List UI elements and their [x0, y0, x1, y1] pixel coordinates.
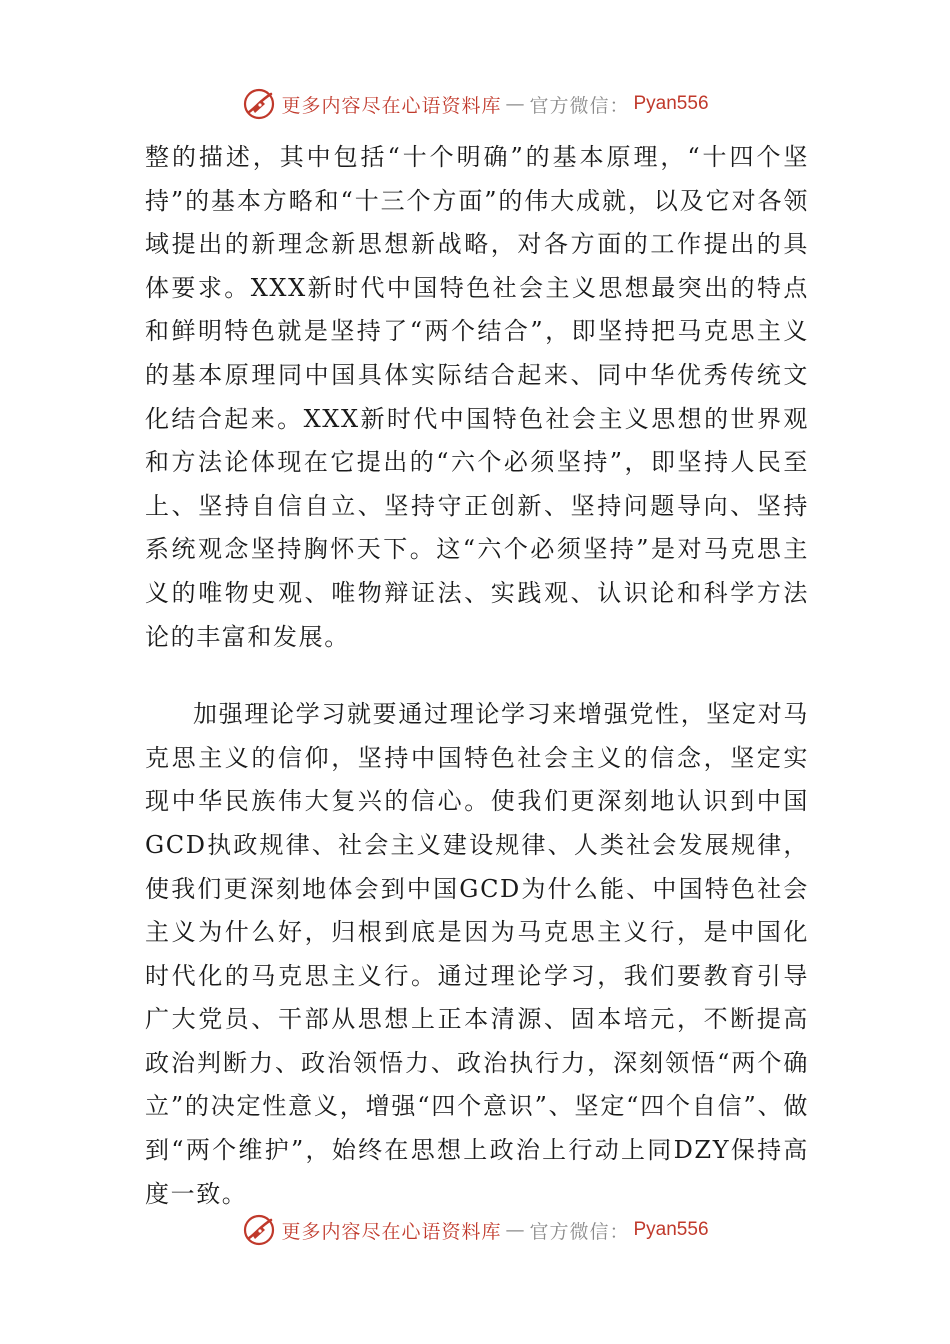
footer-banner [0, 1210, 950, 1250]
banner-wechat-label: 官方微信： [529, 94, 630, 117]
banner-wechat-id: Pyan556 [633, 1219, 709, 1240]
banner-wechat-label: 官方微信： [529, 1220, 630, 1243]
pen-nib-circle-icon [241, 86, 277, 122]
banner-lead-text: 更多内容尽在心语资料库 [281, 94, 502, 117]
banner-dash: — [505, 93, 526, 115]
banner-dash: — [505, 1219, 526, 1241]
document-body [145, 136, 809, 1216]
pen-nib-circle-icon [241, 1212, 277, 1248]
header-banner [0, 84, 950, 124]
banner-wechat-id: Pyan556 [633, 93, 709, 114]
banner-lead-text: 更多内容尽在心语资料库 [281, 1220, 502, 1243]
body-paragraph-2: 加强理论学习就要通过理论学习来增强党性，坚定对马克思主义的信仰，坚持中国特色社会主义的信念，坚定实现中华民族伟大复兴的信心。使我们更深刻地认识到中国GCD执政规律、社会主义建设规律、人类社会发展规律，使我们更深刻地体会到中国GCD为什么能、中国特色社会主义为什么好，归根到底是因为马克思主义行，是中国化时代化的马克思主义行。通过理论学习，我们要教育引导广大党员、干部从思想上正本清源、固本培元，不断提高政治判断力、政治领悟力、政治执行力，深刻领悟“两个确立”的决定性意义，增强“四个意识”、坚定“四个自信”、做到“两个维护”，始终在思想上政治上行动上同DZY保持高度一致。 [145, 700, 809, 1208]
body-paragraph-1: 整的描述，其中包括“十个明确”的基本原理，“十四个坚持”的基本方略和“十三个方面”的伟大成就，以及它对各领域提出的新理念新思想新战略，对各方面的工作提出的具体要求。XXX新时代中国特色社会主义思想最突出的特点和鲜明特色就是坚持了“两个结合”，即坚持把马克思主义的基本原理同中国具体实际结合起来、同中华优秀传统文化结合起来。XXX新时代中国特色社会主义思想的世界观和方法论体现在它提出的“六个必须坚持”，即坚持人民至上、坚持自信自立、坚持守正创新、坚持问题导向、坚持系统观念坚持胸怀天下。这“六个必须坚持”是对马克思主义的唯物史观、唯物辩证法、实践观、认识论和科学方法论的丰富和发展。 [145, 143, 809, 651]
